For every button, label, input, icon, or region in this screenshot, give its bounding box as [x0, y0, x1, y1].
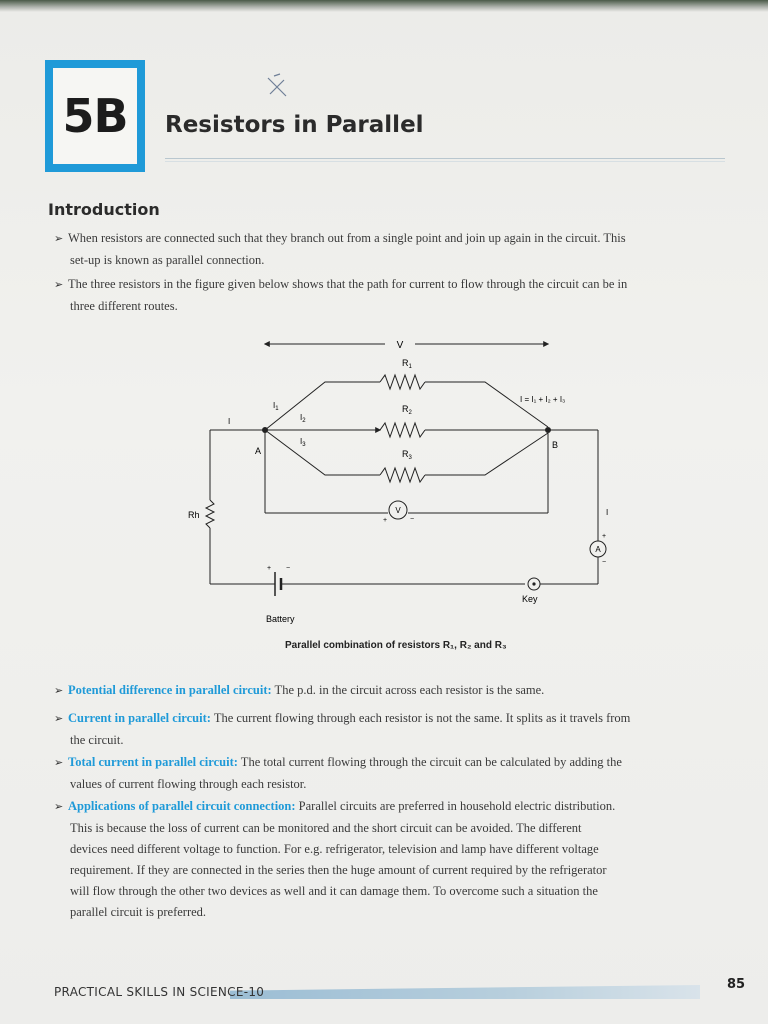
title-divider	[165, 158, 725, 162]
point-text-cont: parallel circuit is preferred.	[70, 905, 207, 919]
chapter-badge	[45, 60, 145, 172]
rheostat	[206, 500, 214, 528]
point-text-cont: will flow through the other two devices as well and it can damage them. To overcome such a situation the	[70, 884, 598, 898]
page-number: 85	[727, 977, 746, 992]
point-item	[54, 796, 734, 923]
current-i-right-label: I	[606, 508, 609, 517]
point-item	[54, 708, 734, 751]
point-term: Potential difference in parallel circuit:	[68, 683, 272, 697]
svg-text:−: −	[286, 565, 291, 572]
i3-label: $I_3$	[300, 437, 306, 448]
svg-text:+: +	[602, 533, 607, 540]
bullet-arrow-icon: ➢	[54, 279, 64, 291]
point-text: The p.d. in the circuit across each resistor is the same.	[271, 683, 545, 697]
footer-bar	[230, 985, 700, 999]
point-term: Total current in parallel circuit:	[68, 755, 238, 769]
circuit-diagram	[170, 330, 630, 630]
battery-label: Battery	[266, 614, 295, 624]
intro-bullet	[54, 228, 734, 271]
point-item	[54, 752, 734, 795]
footer-book-title: PRACTICAL SKILLS IN SCIENCE-10	[54, 985, 265, 999]
svg-text:+: +	[383, 517, 388, 524]
bullet-arrow-icon: ➢	[54, 757, 64, 769]
top-shadow	[0, 0, 768, 12]
current-i-label: I	[228, 417, 231, 426]
bullet-arrow-icon: ➢	[54, 685, 64, 697]
point-text: The current flowing through each resistor is not the same. It splits as it travels from	[210, 711, 631, 725]
point-text-cont: This is because the loss of current can be monitored and the short circuit can be avoided. The different	[70, 821, 582, 835]
voltmeter-label: V	[395, 506, 401, 515]
node-a-label: A	[255, 446, 262, 456]
point-text-cont: the circuit.	[70, 733, 124, 747]
intro-bullet-line2: set-up is known as parallel connection.	[70, 253, 265, 267]
i1-label: $I_1$	[273, 401, 279, 412]
point-text-cont: requirement. If they are connected in the series then the huge amount of current required by the refrigerator	[70, 863, 607, 877]
ammeter-label: A	[595, 545, 601, 554]
intro-bullet-line2: three different routes.	[70, 299, 178, 313]
svg-text:+: +	[267, 565, 272, 572]
intro-bullet	[54, 274, 734, 317]
current-sum-label: I = I₁ + I₂ + I₃	[520, 395, 566, 404]
intro-heading: Introduction	[48, 200, 160, 219]
resistor-r3	[380, 468, 425, 482]
circuit-figure	[170, 330, 630, 630]
chapter-code: 5B	[53, 68, 137, 164]
key-label: Key	[522, 594, 538, 604]
point-text: The total current flowing through the circuit can be calculated by adding the	[237, 755, 622, 769]
section-title: Resistors in Parallel	[165, 112, 424, 138]
intro-bullet-line1: When resistors are connected such that they branch out from a single point and join up again in the circuit. This	[68, 231, 626, 245]
node-b-label: B	[552, 440, 559, 450]
voltage-label: V	[396, 340, 404, 351]
resistor-r1	[380, 375, 425, 389]
point-text-cont: values of current flowing through each resistor.	[70, 777, 307, 791]
r2-label: $R_2$	[402, 404, 412, 416]
point-text-cont: devices need different voltage to function. For e.g. refrigerator, television and lamp have different voltage	[70, 842, 599, 856]
figure-caption: Parallel combination of resistors R₁, R₂ and R₃	[285, 640, 507, 651]
point-term: Current in parallel circuit:	[68, 711, 211, 725]
bullet-arrow-icon: ➢	[54, 233, 64, 245]
resistor-r2	[380, 423, 425, 437]
point-term: Applications of parallel circuit connection:	[68, 799, 296, 813]
intro-bullet-line1: The three resistors in the figure given below shows that the path for current to flow through the circuit can be in	[68, 277, 628, 291]
svg-text:−: −	[602, 559, 607, 566]
svg-text:−: −	[410, 516, 415, 523]
point-text: Parallel circuits are preferred in household electric distribution.	[295, 799, 616, 813]
point-item	[54, 680, 734, 702]
bullet-arrow-icon: ➢	[54, 713, 64, 725]
pencil-mark-icon	[262, 72, 292, 102]
i2-label: $I_2$	[300, 413, 306, 424]
r1-label: $R_1$	[402, 358, 412, 370]
rheostat-label: Rh	[188, 510, 200, 520]
bullet-arrow-icon: ➢	[54, 801, 64, 813]
r3-label: $R_3$	[402, 449, 412, 461]
